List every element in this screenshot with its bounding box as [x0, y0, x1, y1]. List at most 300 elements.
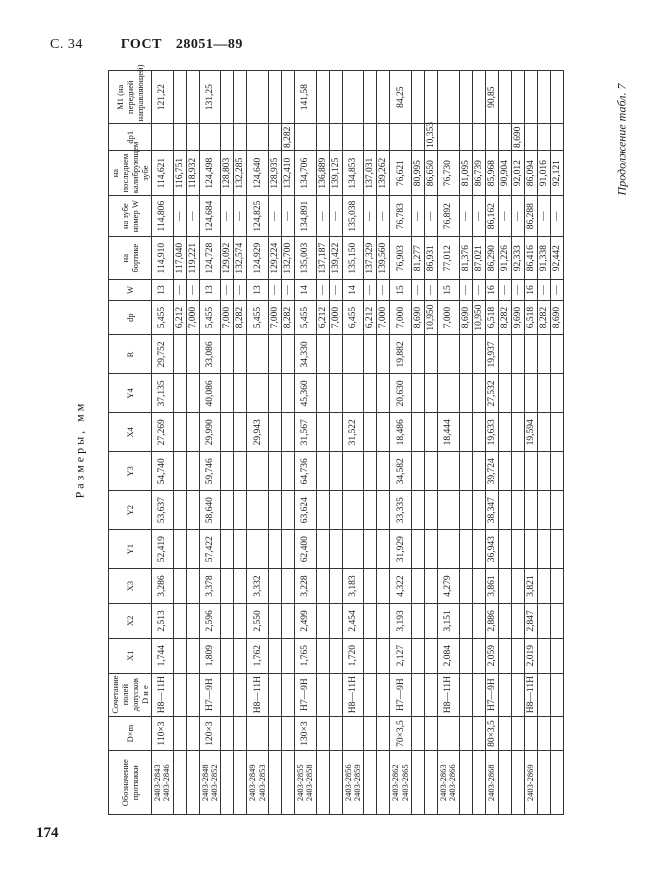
table-cell: — [459, 280, 472, 300]
table-cell [173, 603, 186, 638]
table-cell [364, 491, 377, 530]
table-cell: — [412, 280, 425, 300]
table-cell: — [234, 196, 247, 237]
table-cell [459, 71, 472, 124]
table-cell [472, 603, 485, 638]
table-cell [234, 716, 247, 751]
column-header: Y1 [109, 530, 152, 569]
table-cell: 18,444 [438, 413, 460, 452]
table-cell [425, 673, 438, 716]
column-header: X3 [109, 569, 152, 604]
table-row [173, 71, 186, 815]
table-row [485, 71, 498, 815]
table-cell [459, 569, 472, 604]
table-cell: H7—9H [390, 673, 412, 716]
table-cell [234, 124, 247, 151]
table-cell [221, 638, 234, 673]
table-cell: 130×3 [295, 716, 317, 751]
table-cell: 8,282 [537, 300, 550, 335]
table-cell [459, 452, 472, 491]
table-cell [524, 716, 537, 751]
table-cell [329, 413, 342, 452]
table-cell [537, 716, 550, 751]
standard-label: ГОСТ [120, 37, 162, 52]
table-cell [472, 452, 485, 491]
table-cell: 3,332 [247, 569, 269, 604]
table-cell [472, 374, 485, 413]
table-cell [364, 638, 377, 673]
table-cell: 120×3 [199, 716, 221, 751]
table-cell [472, 638, 485, 673]
table-cell: 139,422 [329, 237, 342, 280]
table-cell [459, 335, 472, 374]
table-cell [342, 491, 364, 530]
table-cell: 7,000 [329, 300, 342, 335]
table-cell [364, 374, 377, 413]
table-cell: 14 [295, 280, 317, 300]
column-header: X4 [109, 413, 152, 452]
table-cell [537, 638, 550, 673]
table-row [234, 71, 247, 815]
table-cell: — [511, 280, 524, 300]
table-cell [282, 530, 295, 569]
table-cell [537, 335, 550, 374]
table-cell [173, 335, 186, 374]
table-cell: 124,640 [247, 151, 269, 196]
table-cell [269, 71, 282, 124]
table-cell [269, 491, 282, 530]
table-cell [459, 491, 472, 530]
table-cell [234, 569, 247, 604]
table-cell: 7,000 [438, 300, 460, 335]
table-cell: — [221, 280, 234, 300]
table-cell [425, 491, 438, 530]
table-row [412, 71, 425, 815]
table-cell [550, 413, 563, 452]
table-cell: 5,455 [199, 300, 221, 335]
table-cell: 5,455 [247, 300, 269, 335]
table-cell: 134,706 [295, 151, 317, 196]
table-cell [342, 716, 364, 751]
table-cell: 1,809 [199, 638, 221, 673]
table-cell: 13 [247, 280, 269, 300]
table-cell [377, 638, 390, 673]
table-row [199, 71, 221, 815]
table-cell [438, 530, 460, 569]
table-row [269, 71, 282, 815]
table-cell: 15 [390, 280, 412, 300]
table-cell: H8—11H [524, 673, 537, 716]
table-cell [329, 374, 342, 413]
table-cell: 40,086 [199, 374, 221, 413]
table-cell [364, 413, 377, 452]
table-cell: 57,422 [199, 530, 221, 569]
table-cell: 132,410 [282, 151, 295, 196]
table-cell: — [537, 280, 550, 300]
table-cell [498, 335, 511, 374]
table-cell [342, 374, 364, 413]
column-header: dр [109, 300, 152, 335]
table-cell [269, 335, 282, 374]
column-header: Y3 [109, 452, 152, 491]
table-cell [550, 374, 563, 413]
table-cell [412, 452, 425, 491]
table-cell [438, 124, 460, 151]
table-cell: 76,783 [390, 196, 412, 237]
table-cell [221, 530, 234, 569]
table-cell [364, 603, 377, 638]
table-cell [511, 335, 524, 374]
table-cell [498, 751, 511, 815]
table-cell [364, 452, 377, 491]
table-cell [186, 638, 199, 673]
table-cell [234, 491, 247, 530]
table-cell [329, 452, 342, 491]
table-cell: 76,621 [390, 151, 412, 196]
table-cell [438, 335, 460, 374]
table-cell: 70×3,5 [390, 716, 412, 751]
table-cell [269, 452, 282, 491]
table-cell [186, 491, 199, 530]
table-cell [498, 491, 511, 530]
table-cell [511, 71, 524, 124]
table-cell [247, 452, 269, 491]
table-cell [537, 751, 550, 815]
table-cell: 114,806 [152, 196, 174, 237]
table-row [459, 71, 472, 815]
table-cell [364, 673, 377, 716]
table-cell: 1,744 [152, 638, 174, 673]
table-cell [377, 569, 390, 604]
table-cell: 3,183 [342, 569, 364, 604]
table-cell [412, 716, 425, 751]
table-cell [472, 413, 485, 452]
table-cell: 19,937 [485, 335, 498, 374]
table-cell [316, 751, 329, 815]
table-cell: 29,752 [152, 335, 174, 374]
table-cell: 19,594 [524, 413, 537, 452]
table-row [295, 71, 317, 815]
table-cell: 6,518 [524, 300, 537, 335]
column-header: X2 [109, 603, 152, 638]
table-cell: H7—9H [485, 673, 498, 716]
table-cell: H8—11H [438, 673, 460, 716]
table-cell [524, 374, 537, 413]
table-cell [550, 673, 563, 716]
table-cell [524, 71, 537, 124]
table-cell: 2,454 [342, 603, 364, 638]
table-cell [173, 673, 186, 716]
table-cell [186, 530, 199, 569]
table-cell [316, 716, 329, 751]
table-cell: — [173, 196, 186, 237]
table-cell [269, 673, 282, 716]
table-cell [425, 452, 438, 491]
page-header [50, 37, 243, 53]
dimensions-table [108, 64, 564, 815]
table-cell [173, 374, 186, 413]
table-cell [472, 673, 485, 716]
table-cell [173, 569, 186, 604]
table-cell [511, 716, 524, 751]
table-cell: — [511, 196, 524, 237]
table-cell [511, 491, 524, 530]
table-cell: 27,269 [152, 413, 174, 452]
table-cell: 132,285 [234, 151, 247, 196]
table-cell: 4,322 [390, 569, 412, 604]
table-cell: 86,094 [524, 151, 537, 196]
table-cell: — [282, 280, 295, 300]
table-cell: 31,522 [342, 413, 364, 452]
table-cell: 76,730 [438, 151, 460, 196]
table-cell [511, 530, 524, 569]
table-cell [282, 413, 295, 452]
table-cell: 64,736 [295, 452, 317, 491]
table-cell: 27,532 [485, 374, 498, 413]
table-body [152, 71, 564, 815]
table-cell [472, 124, 485, 151]
table-cell: H8—11H [342, 673, 364, 716]
table-cell [364, 335, 377, 374]
table-cell: 118,932 [186, 151, 199, 196]
table-cell: — [269, 196, 282, 237]
table-cell: — [364, 196, 377, 237]
table-cell: 52,419 [152, 530, 174, 569]
table-cell [173, 716, 186, 751]
table-cell [390, 124, 412, 151]
table-cell: 16 [524, 280, 537, 300]
table-cell [234, 530, 247, 569]
table-cell: 90,904 [498, 151, 511, 196]
table-cell: 6,455 [342, 300, 364, 335]
table-cell: 134,891 [295, 196, 317, 237]
table-cell [498, 374, 511, 413]
table-cell [247, 374, 269, 413]
table-cell: 19,882 [390, 335, 412, 374]
table-cell: 86,931 [425, 237, 438, 280]
table-cell [550, 569, 563, 604]
table-cell: 29,990 [199, 413, 221, 452]
table-cell: 80,995 [412, 151, 425, 196]
table-cell: 2,513 [152, 603, 174, 638]
table-cell [498, 603, 511, 638]
table-cell [550, 638, 563, 673]
table-cell: 10,353 [425, 124, 438, 151]
table-cell: 4,279 [438, 569, 460, 604]
table-cell [342, 71, 364, 124]
table-row [342, 71, 364, 815]
table-cell [316, 452, 329, 491]
standard-number: 28051—89 [175, 37, 243, 52]
table-cell [234, 673, 247, 716]
table-cell: 18,486 [390, 413, 412, 452]
column-header: Обозначение протяжки [109, 751, 152, 815]
table-cell [472, 751, 485, 815]
table-cell [511, 452, 524, 491]
table-cell [425, 716, 438, 751]
table-cell [269, 569, 282, 604]
table-cell: — [550, 196, 563, 237]
table-cell: 139,262 [377, 151, 390, 196]
table-cell: 124,498 [199, 151, 221, 196]
table-cell: 139,560 [377, 237, 390, 280]
table-cell: 86,162 [485, 196, 498, 237]
table-cell [186, 751, 199, 815]
table-cell [524, 335, 537, 374]
column-header: Y4 [109, 374, 152, 413]
table-cell: 124,728 [199, 237, 221, 280]
table-cell [412, 673, 425, 716]
table-cell: 91,338 [537, 237, 550, 280]
table-cell [498, 124, 511, 151]
table-cell: 76,903 [390, 237, 412, 280]
table-cell: 80×3,5 [485, 716, 498, 751]
table-cell [221, 452, 234, 491]
table-cell [329, 569, 342, 604]
table-cell [199, 124, 221, 151]
table-cell [282, 638, 295, 673]
table-row [282, 71, 295, 815]
table-cell: 2,059 [485, 638, 498, 673]
table-cell: 91,226 [498, 237, 511, 280]
continuation-note: Продолжение табл. 7 [614, 83, 629, 196]
table-cell [282, 374, 295, 413]
table-cell [550, 71, 563, 124]
table-cell [459, 530, 472, 569]
table-cell [511, 673, 524, 716]
table-cell [438, 71, 460, 124]
table-cell [329, 673, 342, 716]
table-cell: 135,150 [342, 237, 364, 280]
table-cell: 29,943 [247, 413, 269, 452]
table-cell [269, 530, 282, 569]
table-cell: H8—11H [152, 673, 174, 716]
table-cell: 8,690 [412, 300, 425, 335]
table-cell: 114,910 [152, 237, 174, 280]
table-cell [221, 71, 234, 124]
table-cell [524, 452, 537, 491]
table-cell [316, 335, 329, 374]
table-cell [425, 530, 438, 569]
table-cell [364, 71, 377, 124]
table-cell [282, 491, 295, 530]
table-cell [221, 491, 234, 530]
table-cell [472, 335, 485, 374]
table-cell: 45,360 [295, 374, 317, 413]
table-cell: 131,25 [199, 71, 221, 124]
table-row [221, 71, 234, 815]
table-cell: 7,000 [390, 300, 412, 335]
column-header: dр1 [109, 124, 152, 151]
table-cell [459, 716, 472, 751]
table-cell [316, 491, 329, 530]
table-cell [221, 673, 234, 716]
table-cell: 34,330 [295, 335, 317, 374]
table-cell: 7,000 [269, 300, 282, 335]
table-cell: 15 [438, 280, 460, 300]
table-cell: 1,762 [247, 638, 269, 673]
table-cell [186, 603, 199, 638]
table-cell [377, 603, 390, 638]
table-cell [459, 673, 472, 716]
table-cell: 14 [342, 280, 364, 300]
table-cell [425, 71, 438, 124]
table-cell [329, 124, 342, 151]
table-cell: 86,650 [425, 151, 438, 196]
table-cell: 2,127 [390, 638, 412, 673]
table-cell [247, 530, 269, 569]
table-cell: 3,151 [438, 603, 460, 638]
column-header: Сочетание полей допусков D и e [109, 673, 152, 716]
table-cell: 84,25 [390, 71, 412, 124]
table-cell [377, 374, 390, 413]
table-cell: 2403-2848 2403-2852 [199, 751, 221, 815]
table-cell [282, 673, 295, 716]
table-cell: 37,135 [152, 374, 174, 413]
table-cell [282, 71, 295, 124]
table-cell [472, 71, 485, 124]
table-cell [282, 452, 295, 491]
table-cell [459, 413, 472, 452]
table-cell: 128,803 [221, 151, 234, 196]
table-cell: 135,003 [295, 237, 317, 280]
table-cell [234, 751, 247, 815]
table-cell: 53,637 [152, 491, 174, 530]
table-cell [438, 452, 460, 491]
table-cell [342, 530, 364, 569]
table-cell [498, 452, 511, 491]
table-cell [425, 751, 438, 815]
table-cell: 134,853 [342, 151, 364, 196]
table-row [425, 71, 438, 815]
table-cell [221, 716, 234, 751]
table-cell [377, 530, 390, 569]
table-cell [173, 124, 186, 151]
table-cell: 8,690 [550, 300, 563, 335]
table-cell: 2403-2868 [485, 751, 498, 815]
table-cell: 19,633 [485, 413, 498, 452]
table-cell [511, 751, 524, 815]
table-cell: 7,000 [377, 300, 390, 335]
table-cell [412, 335, 425, 374]
table-cell: 2,886 [485, 603, 498, 638]
table-cell: 86,288 [524, 196, 537, 237]
table-cell [498, 71, 511, 124]
table-cell: — [377, 196, 390, 237]
table-cell [550, 716, 563, 751]
table-cell: 8,282 [282, 300, 295, 335]
table-cell: 110×3 [152, 716, 174, 751]
table-cell [412, 71, 425, 124]
table-row [247, 71, 269, 815]
table-cell: 36,943 [485, 530, 498, 569]
table-cell [316, 673, 329, 716]
table-row [329, 71, 342, 815]
table-cell [537, 374, 550, 413]
table-cell: 5,455 [152, 300, 174, 335]
table-cell [316, 374, 329, 413]
table-cell: 62,400 [295, 530, 317, 569]
table-cell [524, 124, 537, 151]
table-cell: 54,740 [152, 452, 174, 491]
table-cell: 137,031 [364, 151, 377, 196]
table-cell: 81,277 [412, 237, 425, 280]
table-cell: — [234, 280, 247, 300]
table-cell: — [186, 196, 199, 237]
table-cell: — [316, 280, 329, 300]
table-cell [550, 751, 563, 815]
table-cell [412, 124, 425, 151]
